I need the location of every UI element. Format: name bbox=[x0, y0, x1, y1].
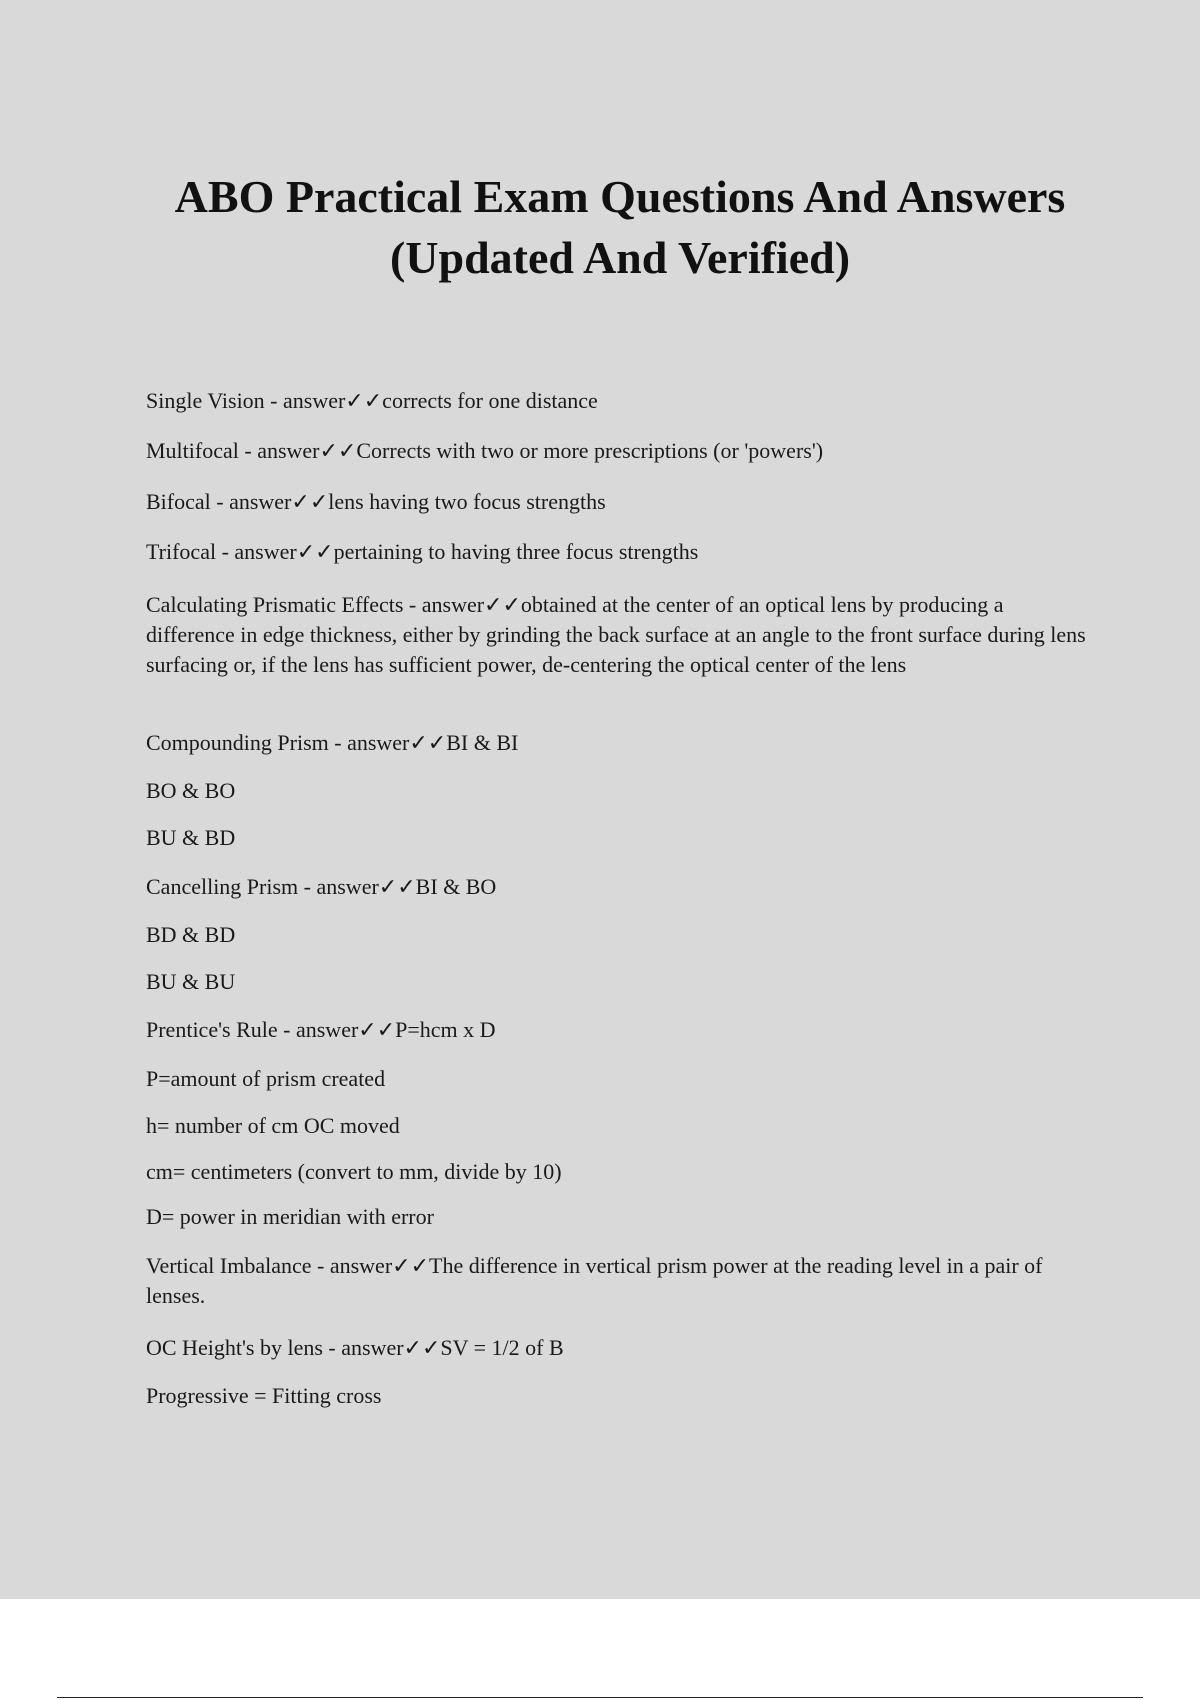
document-title bbox=[120, 166, 1120, 288]
entry-single-vision: Single Vision - answer✓✓corrects for one distance bbox=[146, 388, 598, 413]
title-line-2: (Updated And Verified) bbox=[389, 232, 851, 283]
entry-h-definition: h= number of cm OC moved bbox=[146, 1113, 400, 1138]
entry-progressive: Progressive = Fitting cross bbox=[146, 1383, 382, 1408]
entry-p-definition: P=amount of prism created bbox=[146, 1066, 386, 1091]
footer-divider bbox=[57, 1697, 1143, 1698]
entry-compounding-prism: Compounding Prism - answer✓✓BI & BI bbox=[146, 730, 519, 755]
entry-cm-definition: cm= centimeters (convert to mm, divide by 10) bbox=[146, 1159, 562, 1184]
entry-bd-bd: BD & BD bbox=[146, 922, 236, 947]
entry-multifocal: Multifocal - answer✓✓Corrects with two or more prescriptions (or 'powers') bbox=[146, 438, 824, 463]
title-line-1: ABO Practical Exam Questions And Answers bbox=[174, 171, 1066, 222]
entry-calculating-prismatic-effects: Calculating Prismatic Effects - answer✓✓obtained at the center of an optical lens by producing a difference in edge thickness, either by grinding the back surface at an angle to the front surface during lens surfacing or, if the lens has sufficient power, de-centering the optical center of the lens bbox=[146, 592, 1086, 677]
entry-bu-bd: BU & BD bbox=[146, 825, 236, 850]
entry-bifocal: Bifocal - answer✓✓lens having two focus strengths bbox=[146, 489, 606, 514]
entry-oc-heights: OC Height's by lens - answer✓✓SV = 1/2 of B bbox=[146, 1335, 564, 1360]
entry-vertical-imbalance: Vertical Imbalance - answer✓✓The difference in vertical prism power at the reading level in a pair of lenses. bbox=[146, 1253, 1043, 1308]
entry-bu-bu: BU & BU bbox=[146, 969, 236, 994]
entry-trifocal: Trifocal - answer✓✓pertaining to having three focus strengths bbox=[146, 539, 699, 564]
entry-d-definition: D= power in meridian with error bbox=[146, 1204, 434, 1229]
entry-prentices-rule: Prentice's Rule - answer✓✓P=hcm x D bbox=[146, 1017, 496, 1042]
entry-cancelling-prism: Cancelling Prism - answer✓✓BI & BO bbox=[146, 874, 497, 899]
entry-bo-bo: BO & BO bbox=[146, 778, 236, 803]
